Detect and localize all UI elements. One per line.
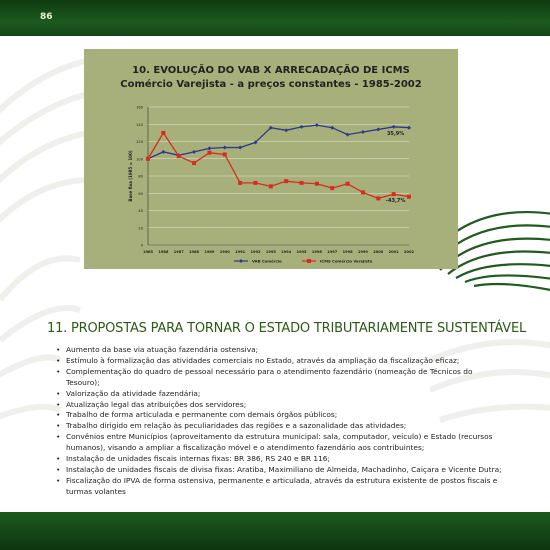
list-item: • Trabalho dirigido em relação às peculiaridades das regiões e a sazonalidade das atividades; [56,421,506,432]
x-tick-label: 1989 [204,250,215,254]
top-banner [0,0,550,36]
x-tick-label: 1993 [265,250,276,254]
data-label: 35,9% [386,130,405,137]
data-point [253,181,257,185]
legend-label: VAB Comércio [252,258,282,264]
y-tick-label: 60 [138,191,143,196]
data-point [238,181,242,185]
data-point [284,179,288,183]
data-point [192,161,196,165]
list-item: • Complementação do quadro de pessoal necessário para o atendimento fazendário (nomeação de Técnicos do Tesouro); [56,367,506,389]
list-item: • Fiscalização do IPVA de forma ostensiva, permanente e articulada, através da estrutura existente de postos fiscais e turmas volantes [56,476,506,498]
proposals-list [56,345,506,498]
legend-label: ICMS Comércio Varejista [320,258,373,264]
data-point [238,146,242,150]
data-point [207,146,211,150]
data-point [192,150,196,154]
x-tick-label: 1997 [327,250,338,254]
data-point [361,190,365,194]
section-heading: 11. PROPOSTAS PARA TORNAR O ESTADO TRIBUTARIAMENTE SUSTENTÁVEL [47,321,527,336]
data-point [223,152,227,156]
page-number: 86 [40,12,53,22]
list-item: • Aumento da base via atuação fazendária ostensiva; [56,345,506,356]
data-point [376,127,380,131]
list-item: • Trabalho de forma articulada e permanente com demais órgãos públicos; [56,410,506,421]
legend-marker [239,259,243,263]
data-point [315,182,319,186]
data-point [284,128,288,132]
data-point [161,131,165,135]
line-chart [84,49,458,269]
list-item: • Estímulo à formalização das atividades comerciais no Estado, através da ampliação da fiscalização eficaz; [56,356,506,367]
data-point [361,130,365,134]
list-item: • Instalação de unidades fiscais de divisa fixas: Aratiba, Maximiliano de Almeida, Machadinho, Caiçara e Vicente Dutra; [56,465,506,476]
list-item: • Instalação de unidades fiscais internas fixas: BR 386, RS 240 e BR 116; [56,454,506,465]
x-tick-label: 1991 [235,250,246,254]
data-point [207,151,211,155]
data-point [407,195,411,199]
data-label: -43,7% [385,198,406,205]
data-point [177,154,181,158]
x-tick-label: 1994 [281,250,292,254]
y-tick-label: 100 [136,157,143,162]
y-tick-label: 160 [136,105,143,110]
data-point [346,182,350,186]
data-point [346,133,350,137]
y-tick-label: 120 [136,140,143,144]
y-tick-label: 40 [138,209,143,213]
chart-subtitle: Comércio Varejista - a preços constantes - 1985-2002 [120,79,422,90]
x-tick-label: 1999 [357,250,368,254]
legend-marker [307,259,311,263]
data-point [407,126,411,130]
data-point [376,196,380,200]
data-point [300,125,304,129]
y-tick-label: 80 [138,174,143,179]
data-point [330,126,334,130]
chart-panel [84,49,458,269]
x-tick-label: 2002 [403,250,415,254]
series-line [148,130,409,199]
x-tick-label: 1995 [296,250,307,254]
data-point [161,150,165,154]
x-tick-label: 1985 [142,250,154,254]
series-line [148,125,409,159]
data-point [269,184,273,188]
x-tick-label: 1986 [158,250,169,254]
list-item: • Valorização da atividade fazendária; [56,389,506,400]
x-tick-label: 1998 [342,250,353,254]
x-tick-label: 1992 [250,250,261,254]
data-point [223,146,227,150]
x-tick-label: 1988 [189,250,200,254]
list-item: • Atualização legal das atribuições dos servidores; [56,400,506,411]
bottom-banner [0,512,550,550]
y-tick-label: 20 [138,226,143,231]
x-tick-label: 2001 [388,250,399,254]
data-point [315,123,319,127]
chart-title: 10. EVOLUÇÃO DO VAB X ARRECADAÇÃO DE ICMS [132,65,410,76]
y-tick-label: 140 [136,122,143,127]
data-point [300,181,304,185]
data-point [392,192,396,196]
y-axis-label: Base fixa (1985 = 100) [128,150,133,202]
x-tick-label: 1996 [311,250,322,254]
x-tick-label: 1990 [219,250,230,254]
x-tick-label: 2000 [373,250,384,254]
x-tick-label: 1987 [173,250,184,254]
data-point [146,157,150,161]
data-point [330,186,334,190]
list-item: • Convênios entre Municípios (aproveitamento da estrutura municipal: sala, computador, veículo) e Estado (recursos humanos), visando a ampliar a fiscalização móvel e o atendimento fazendário aos contribuintes; [56,432,506,454]
data-point [392,125,396,129]
y-tick-label: 0 [140,243,143,248]
